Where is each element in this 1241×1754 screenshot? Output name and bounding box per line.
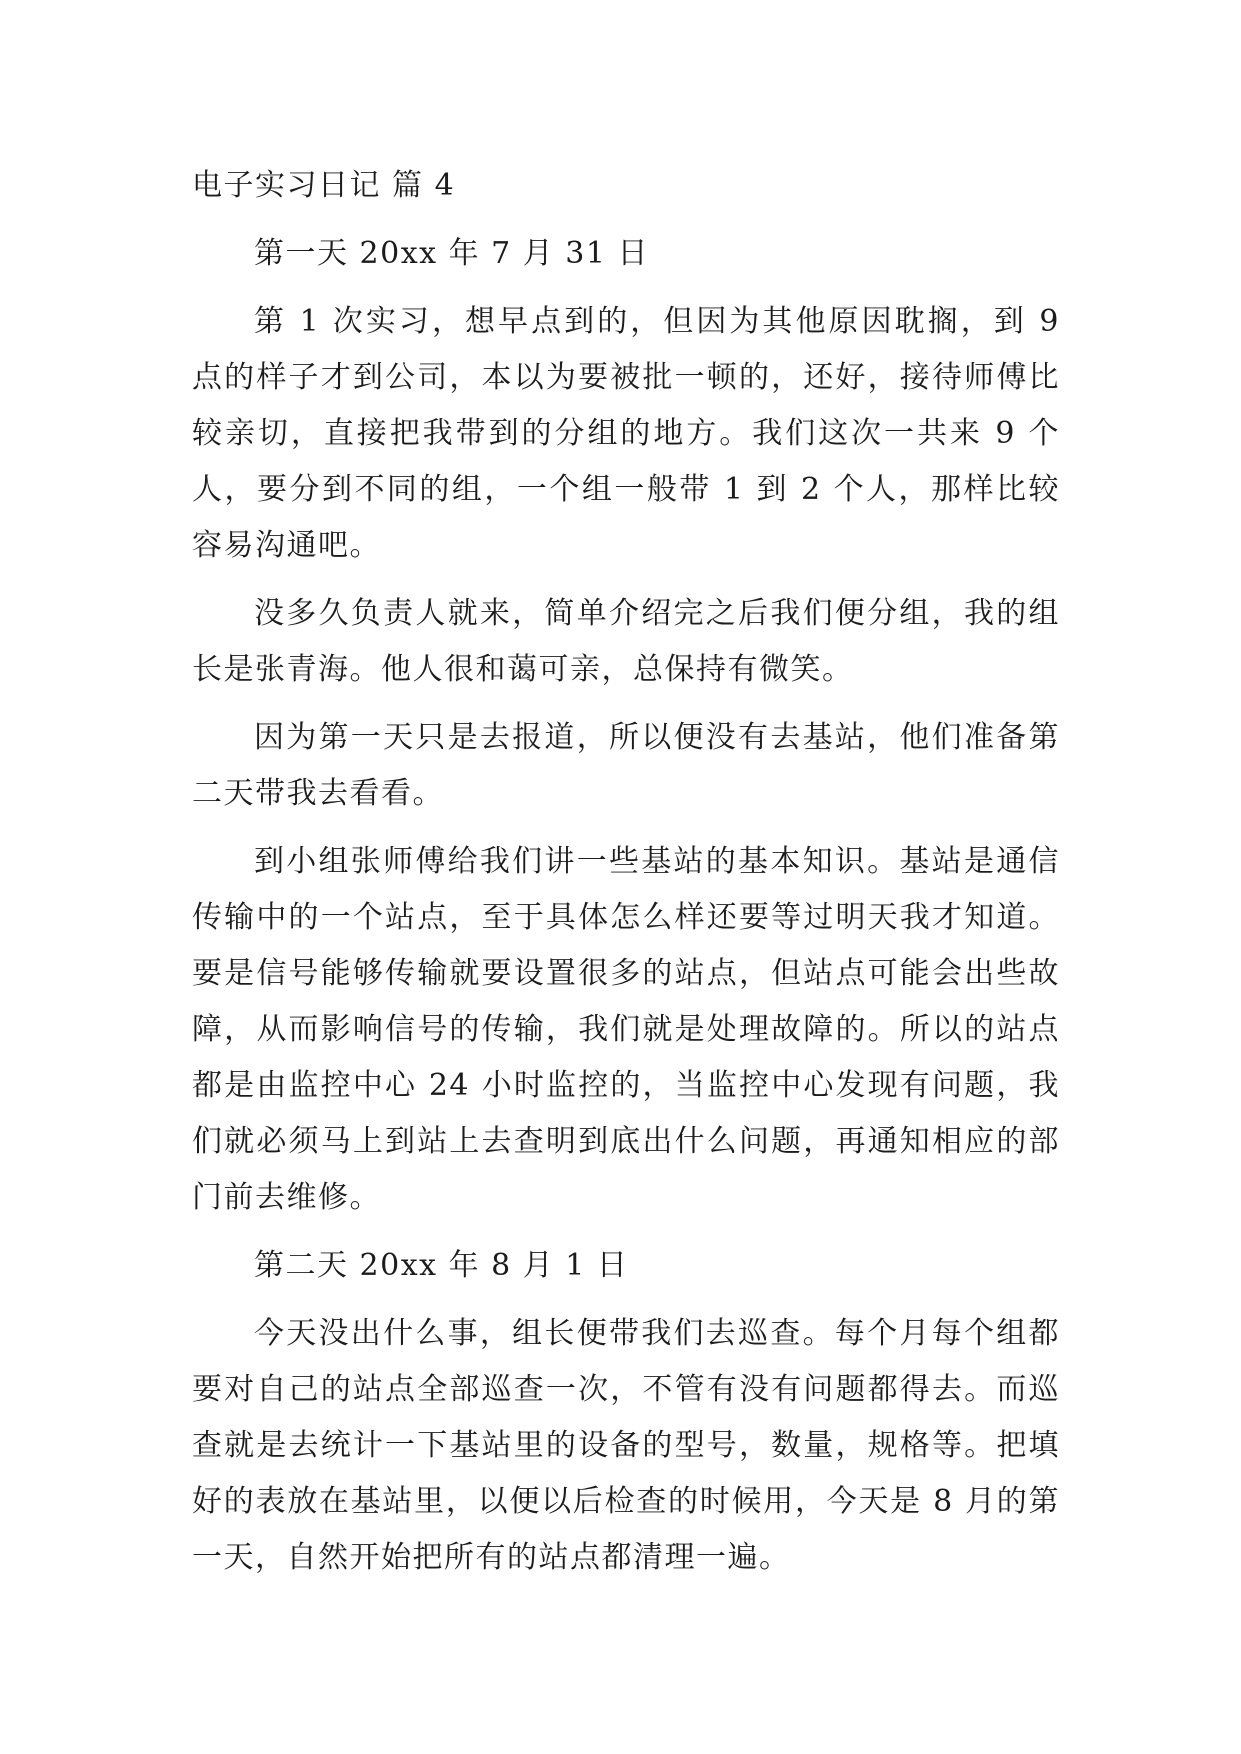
- paragraph: 今天没出什么事，组长便带我们去巡查。每个月每个组都要对自己的站点全部巡查一次，不管有没有问题都得去。而巡查就是去统计一下基站里的设备的型号，数量，规格等。把填好的表放在基站里，以便以后检查的时候用，今天是 8 月的第一天，自然开始把所有的站点都清理一遍。: [192, 1316, 1060, 1575]
- paragraph: 没多久负责人就来，简单介绍完之后我们便分组，我的组长是张青海。他人很和蔼可亲，总保持有微笑。: [192, 596, 1060, 687]
- paragraph: 到小组张师傅给我们讲一些基站的基本知识。基站是通信传输中的一个站点，至于具体怎么样还要等过明天我才知道。要是信号能够传输就要设置很多的站点，但站点可能会出些故障，从而影响信号的传输，我们就是处理故障的。所以的站点都是由监控中心 24 小时监控的，当监控中心发现有问题，我们就必须马上到站上去查明到底出什么问题，再通知相应的部门前去维修。: [192, 844, 1060, 1215]
- diary-date-heading: 第一天 20xx 年 7 月 31 日: [254, 236, 649, 271]
- document-body: [192, 158, 1060, 1598]
- paragraph: 第 1 次实习，想早点到的，但因为其他原因耽搁，到 9 点的样子才到公司，本以为要被批一顿的，还好，接待师傅比较亲切，直接把我带到的分组的地方。我们这次一共来 9 个人，要分到不同的组，一个组一般带 1 到 2 个人，那样比较容易沟通吧。: [192, 304, 1060, 563]
- document-title: 电子实习日记 篇 4: [192, 168, 456, 203]
- diary-date-heading: 第二天 20xx 年 8 月 1 日: [254, 1248, 629, 1283]
- paragraph: 因为第一天只是去报道，所以便没有去基站，他们准备第二天带我去看看。: [192, 720, 1060, 811]
